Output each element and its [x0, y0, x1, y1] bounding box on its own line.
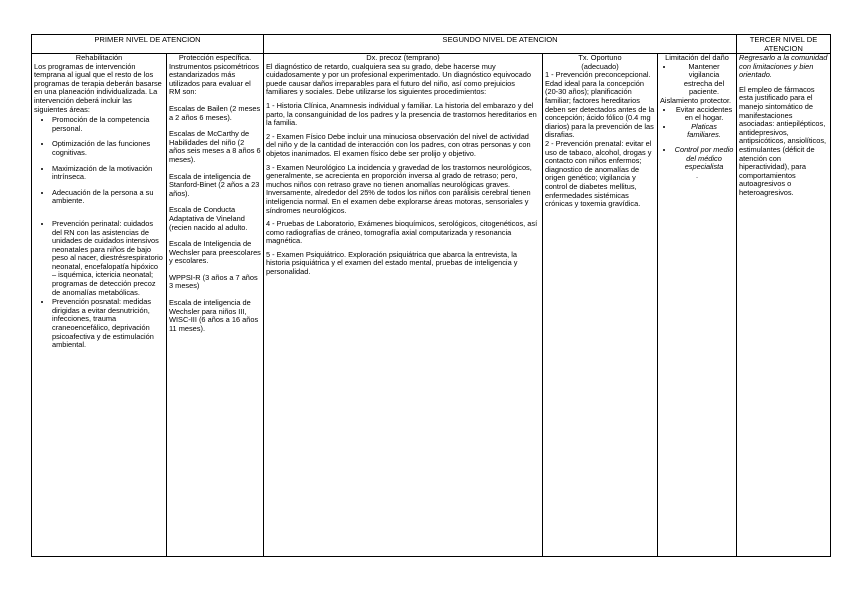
limitacion-dano-cell [658, 54, 737, 557]
tercer-regresarlo: Regresarlo a la comunidad con limitaciones y bien orientado. [739, 53, 828, 80]
dx-paragraph: 3 - Examen Neurológico La incidencia y gravedad de los trastornos neurológicos, generalmente, se acrecienta en proporción inversa al grado de retraso; pero, muchos niños con retraso grave no tienen anomalías neurológicas graves. Inversamente, alrededor del 25% de todos los niños con parálisis cerebral tienen inteligencia normal. En el examen debe explorarse áreas motoras, sensoriales y síndromes neurológicos. [266, 162, 532, 215]
limitacion-list-a [660, 63, 734, 97]
rehabilitacion-intro: Los programas de intervención temprana al igual que el resto de los programas de terapia deberán basarse en una planeación individualizada. La intervención deberá incluir las siguientes áreas: [34, 61, 162, 114]
list-item: • Evitar accidentes en el hogar. [674, 106, 734, 123]
tx-oportuno-subtitle: (adecuado) [581, 61, 619, 71]
dx-paragraph: 2 - Examen Físico Debe incluir una minuciosa observación del nivel de actividad del niño y de la cantidad de interacción con los padres, con otras personas y con objetos inanimados. El examen físico debe ser prolijo y objetivo. [266, 131, 531, 158]
proteccion-intro: Instrumentos psicométricos estandarizados más utilizados para evaluar el RM son: [169, 61, 259, 97]
scale-item: WPPSI-R (3 años a 7 años 3 meses) [169, 272, 258, 291]
limitacion-aislamiento: Aislamiento protector. [660, 95, 732, 105]
scale-item: Escala de inteligencia de Stanford-Binet (2 años a 23 años). [169, 171, 260, 198]
list-item: • Maximización de la motivación intrínseca. [52, 165, 164, 182]
dx-paragraph: 1 - Historia Clínica, Anamnesis individual y familiar. La historia del embarazo y del parto, la consanguinidad de los padres y la presencia de trastornos hereditarios en la familia. [266, 100, 537, 128]
tx-prevencion-preconcepcional-head: 1 - Prevención preconcepcional. [545, 70, 651, 80]
list-item: • Optimización de las funciones cognitivas. [52, 140, 164, 157]
header-primer-nivel: PRIMER NIVEL DE ATENCION [32, 35, 264, 54]
list-item: • Prevención posnatal: medidas dirigidas a evitar desnutrición, infecciones, trauma craneoencefálico, deprivación psicoafectiva y de estimulación ambiental. [52, 298, 164, 350]
limitacion-title: Limitación del daño [665, 53, 729, 62]
proteccion-cell [167, 54, 264, 557]
tx-prevencion-prenatal-body: evitar el uso de tabaco, alcohol, drogas y contacto con niños enfermos; diagnostico de anomalías de origen genético; vigilancia y control de diabetes mellitus, enfermedades sistémicas crónicas y toxemia gravídica. [545, 138, 652, 209]
rehabilitacion-title: Rehabilitación [75, 53, 123, 62]
dx-paragraph: El diagnóstico de retardo, cualquiera sea su grado, debe hacerse muy cuidadosamente y por un profesional experimentado. Un diagnóstico equivocado puede causar daños irreparables para el futuro del niño, así como prejuicios familiares y sociales. Debe utilizarse los siguientes procedimientos: [266, 61, 532, 97]
scale-item: Escalas de Bailen (2 meses a 2 años 6 meses). [169, 103, 261, 122]
header-segundo-nivel: SEGUNDO NIVEL DE ATENCION [264, 35, 737, 54]
care-levels-table [31, 34, 831, 557]
proteccion-title: Protección específica. [178, 53, 252, 62]
tx-prevencion-preconcepcional-body: Edad ideal para la concepción (20-30 años); planificación familiar; factores hereditarios deben ser detectados antes de la concepción; ácido fólico (0.4 mg diarios) para la prevención de las disrafias. [545, 78, 655, 140]
limitacion-list-b [660, 106, 734, 172]
dx-paragraph: 5 - Examen Psiquiátrico. Exploración psiquiátrica que abarca la entrevista, la historia psiquiátrica y el examen del estado mental, pruebas de inteligencia y personalidad. [266, 249, 518, 277]
scale-item: Escala de Inteligencia de Wechsler para preescolares y escolares. [169, 239, 261, 266]
dx-paragraph: 4 - Pruebas de Laboratorio, Exámenes bioquímicos, serológicos, citogenéticos, así como radiografías de cráneo, tomografía axial computarizada y resonancia magnética. [266, 219, 538, 246]
list-item: • Control por medio del médico especialista [674, 146, 734, 172]
list-item: • Platicas familiares. [674, 123, 734, 140]
list-item: • Promoción de la competencia personal. [52, 116, 164, 133]
tx-prevencion-prenatal-head: 2 - Prevención prenatal: [545, 138, 624, 148]
scale-item: Escalas de McCarthy de Habilidades del niño (2 años seis meses a 8 años 6 meses). [169, 129, 261, 164]
rehabilitacion-list [34, 116, 164, 350]
tercer-nivel-cell [737, 54, 831, 557]
tx-oportuno-title: Tx. Oportuno [578, 53, 622, 62]
header-tercer-nivel: TERCER NIVEL DE ATENCION [737, 35, 831, 54]
tercer-farmacos: El empleo de fármacos esta justificado para el manejo sintomático de manifestaciones asociadas: antiepilépticos, antidepresivos, antipsicóticos, ansiolíticos, estimulantes (déficit de atención con hiperactividad), para comportamientos autoagresivos o heteroagresivos. [739, 84, 827, 197]
scale-item: Escala de Conducta Adaptativa de Vineland (recien nacido al adulto. [169, 205, 248, 232]
dx-precoz-title: Dx. precoz (temprano) [366, 53, 440, 62]
limitacion-tail: . [695, 170, 699, 180]
dx-precoz-cell [264, 54, 543, 557]
scale-item: Escala de inteligencia de Wechsler para niños III, WISC-III (6 años a 16 años 11 meses). [169, 298, 259, 333]
list-item: • Mantener vigilancia estrecha del paciente. [674, 63, 734, 97]
list-item: • Adecuación de la persona a su ambiente. [52, 189, 164, 206]
list-item: • Prevención perinatal: cuidados del RN con las asistencias de unidades de cuidados intensivos neonatales para niños de bajo peso al nacer, diestrésrespiratorio neonatal, encefalopatía hipóxico – isquémica, ictericia neonatal; programas de detección precoz de anomalías metabólicas. [52, 220, 164, 297]
rehabilitacion-cell [32, 54, 167, 557]
tx-oportuno-cell [543, 54, 658, 557]
